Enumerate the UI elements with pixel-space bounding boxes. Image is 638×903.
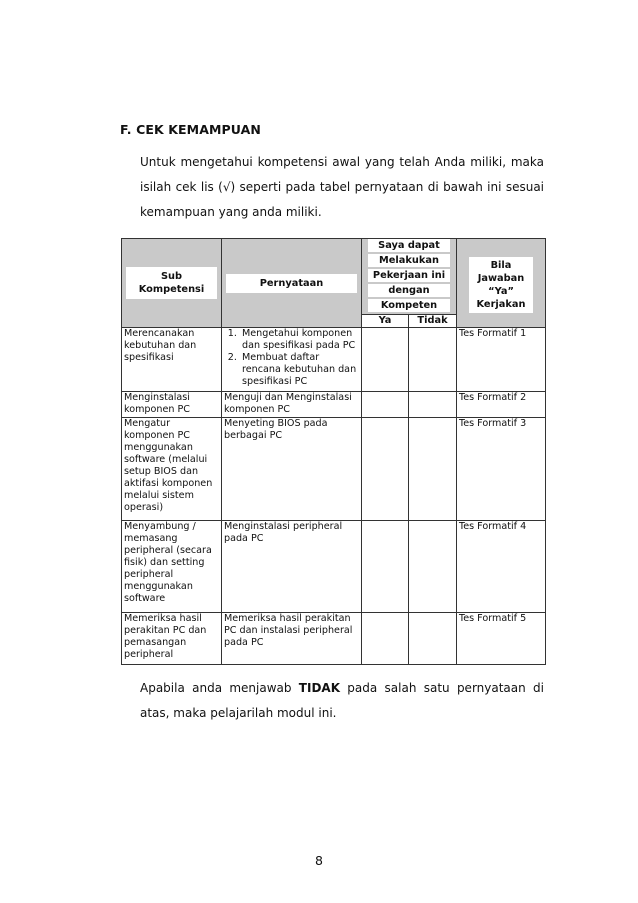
bila-ya-cell: Tes Formatif 4 bbox=[457, 521, 546, 613]
header-ya: Ya bbox=[362, 315, 409, 328]
bila-ya-cell: Tes Formatif 1 bbox=[457, 328, 546, 392]
tidak-checkbox-cell[interactable] bbox=[409, 521, 457, 613]
ya-checkbox-cell[interactable] bbox=[362, 521, 409, 613]
header-pernyataan: Pernyataan bbox=[222, 239, 362, 328]
closing-paragraph bbox=[140, 676, 544, 726]
pernyataan-cell: Menginstalasi peripheral pada PC bbox=[222, 521, 362, 613]
pernyataan-cell: Menyeting BIOS pada berbagai PC bbox=[222, 418, 362, 521]
tidak-checkbox-cell[interactable] bbox=[409, 392, 457, 418]
table-row bbox=[122, 613, 546, 665]
section-heading: F. CEK KEMAMPUAN bbox=[120, 122, 261, 137]
sub-kompetensi-cell: Mengatur komponen PC menggunakan software (melalui setup BIOS dan aktifasi komponen melalui sistem operasi) bbox=[122, 418, 222, 521]
ya-checkbox-cell[interactable] bbox=[362, 418, 409, 521]
pernyataan-cell: Menguji dan Menginstalasi komponen PC bbox=[222, 392, 362, 418]
tidak-checkbox-cell[interactable] bbox=[409, 613, 457, 665]
header-tidak: Tidak bbox=[409, 315, 457, 328]
closing-text-after: pada salah satu pernyataan di atas, maka pelajarilah modul ini. bbox=[140, 681, 544, 720]
tidak-checkbox-cell[interactable] bbox=[409, 328, 457, 392]
sub-kompetensi-cell: Menginstalasi komponen PC bbox=[122, 392, 222, 418]
statement-item: 1. Mengetahui komponen dan spesifikasi pada PC bbox=[240, 328, 359, 352]
sub-kompetensi-cell: Memeriksa hasil perakitan PC dan pemasangan peripheral bbox=[122, 613, 222, 665]
competency-check-table bbox=[121, 238, 546, 665]
table-row bbox=[122, 521, 546, 613]
closing-text-before: Apabila anda menjawab bbox=[140, 681, 299, 695]
ya-checkbox-cell[interactable] bbox=[362, 613, 409, 665]
sub-kompetensi-cell: Merencanakan kebutuhan dan spesifikasi bbox=[122, 328, 222, 392]
table-row bbox=[122, 392, 546, 418]
pernyataan-cell: Memeriksa hasil perakitan PC dan instalasi peripheral pada PC bbox=[222, 613, 362, 665]
ya-checkbox-cell[interactable] bbox=[362, 328, 409, 392]
sub-kompetensi-cell: Menyambung / memasang peripheral (secara fisik) dan setting peripheral menggunakan software bbox=[122, 521, 222, 613]
header-saya-dapat: Saya dapat Melakukan Pekerjaan ini dengan Kompeten bbox=[362, 239, 457, 315]
page-number: 8 bbox=[315, 853, 323, 868]
bila-ya-cell: Tes Formatif 5 bbox=[457, 613, 546, 665]
header-bila-jawaban: Bila Jawaban “Ya” Kerjakan bbox=[457, 239, 546, 328]
tidak-checkbox-cell[interactable] bbox=[409, 418, 457, 521]
table-row bbox=[122, 418, 546, 521]
ya-checkbox-cell[interactable] bbox=[362, 392, 409, 418]
header-sub-kompetensi: Sub Kompetensi bbox=[122, 239, 222, 328]
pernyataan-cell bbox=[222, 328, 362, 392]
bila-ya-cell: Tes Formatif 2 bbox=[457, 392, 546, 418]
statement-item: 2. Membuat daftar rencana kebutuhan dan spesifikasi PC bbox=[240, 352, 359, 388]
table-row bbox=[122, 328, 546, 392]
closing-emphasis: TIDAK bbox=[298, 681, 340, 695]
bila-ya-cell: Tes Formatif 3 bbox=[457, 418, 546, 521]
intro-paragraph: Untuk mengetahui kompetensi awal yang telah Anda miliki, maka isilah cek lis (√) seperti pada tabel pernyataan di bawah ini sesuai kemampuan yang anda miliki. bbox=[140, 155, 544, 219]
